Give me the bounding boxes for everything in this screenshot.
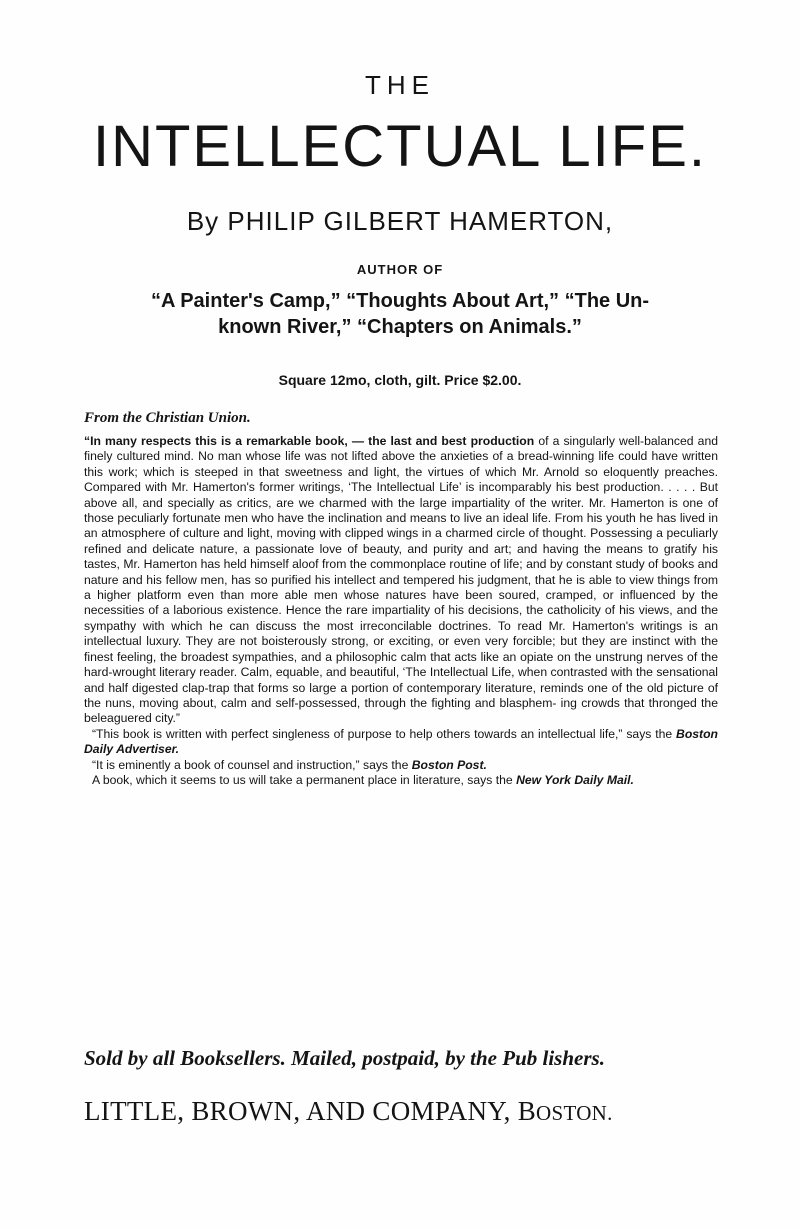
byline: [0, 206, 800, 237]
byline-prefix: By: [186, 206, 220, 236]
reviews-block: [84, 434, 718, 788]
publisher-city-initial: B: [517, 1096, 537, 1126]
review-christian-union: [84, 434, 718, 727]
other-works-line: “A Painter's Camp,” “Thoughts About Art,” “The Un-: [150, 290, 650, 312]
author-of-label: AUTHOR OF: [356, 262, 444, 277]
price-line: Square 12mo, cloth, gilt. Price $2.00.: [278, 372, 522, 388]
review-advertiser: “This book is written with perfect singleness of purpose to help others towards an intellectual life,” says the Boston Daily Advertiser.: [84, 726, 718, 757]
publisher-city-rest: OSTON.: [536, 1101, 613, 1125]
book-title: INTELLECTUAL LIFE.: [92, 114, 708, 179]
other-works: [80, 288, 720, 340]
review-source-name: Boston Post.: [411, 757, 487, 772]
author-name: PHILIP GILBERT HAMERTON,: [227, 206, 614, 236]
publisher-name: LITTLE, BROWN, AND COMPANY,: [84, 1096, 511, 1126]
review-body: of a singularly well-balanced and finely cultured mind. No man whose life was not lifted above the anxieties of a bread-winning life could have written this work; which is steeped in that sweetness and light, the virtues of which Mr. Arnold so eloquently preaches. Compared with Mr. Hamerton's former writings, ‘The Intellectual Life’ is incomparably his best production. . . . . But above all, and specially as critics, are we charmed with the large impartiality of the writer. Mr. Hamerton is one of those peculiarly fortunate men who have the inclination and means to live an ideal life. From his youth he has lived in an atmosphere of culture and light, moving with clipped wings in a charmed circle of thought. Possessing a peculiarly refined and delicate nature, a passionate love of beauty, and purity and art; and having the means to gratify his tastes, Mr. Hamerton has held himself aloof from the commonplace routine of life; and by constant study of books and nature and his fellow men, has so purified his intellect and tempered his judgment, that he is able to view things from a higher platform even than more able men whose natures have been soured, cramped, or influenced by the necessities of a laborious existence. Hence the rare impartiality of his decisions, the catholicity of his views, and the sympathy with which he can discuss the most irreconcilable doctrines. To read Mr. Hamerton's writings is an intellectual luxury. They are not boisterously strong, or exciting, or even very forcible; but they are instinct with the finest feeling, the broadest sympathies, and a philosophic calm that acts like an opiate on the unstrung nerves of the hard-wrought literary reader. Calm, equable, and beautiful, ‘The Intellectual Life, when contrasted with the sensational and half digested clap-trap that forms so large a portion of contemporary literature, reminds one of the old picture of the nuns, moving about, calm and self-possessed, through the fighting and blasphem- ing crowds that thronged the beleaguered city.”: [84, 434, 718, 726]
other-works-line: known River,” “Chapters on Animals.”: [218, 316, 582, 338]
review-mail: A book, which it seems to us will take a permanent place in literature, says the New York Daily Mail.: [92, 772, 634, 787]
review-source-name: Boston Daily Advertiser.: [84, 726, 718, 757]
review-source-name: New York Daily Mail.: [516, 772, 634, 787]
review-post: “It is eminently a book of counsel and instruction,” says the Boston Post.: [92, 757, 487, 772]
title-kicker: THE: [365, 70, 435, 100]
review-lead: “In many respects this is a remarkable book, — the last and best production: [84, 434, 535, 448]
publisher-imprint: [84, 1096, 724, 1127]
sold-by-line: Sold by all Booksellers. Mailed, postpaid, by the Pub lishers.: [84, 1046, 605, 1070]
review-source-heading: From the Christian Union.: [84, 410, 251, 426]
